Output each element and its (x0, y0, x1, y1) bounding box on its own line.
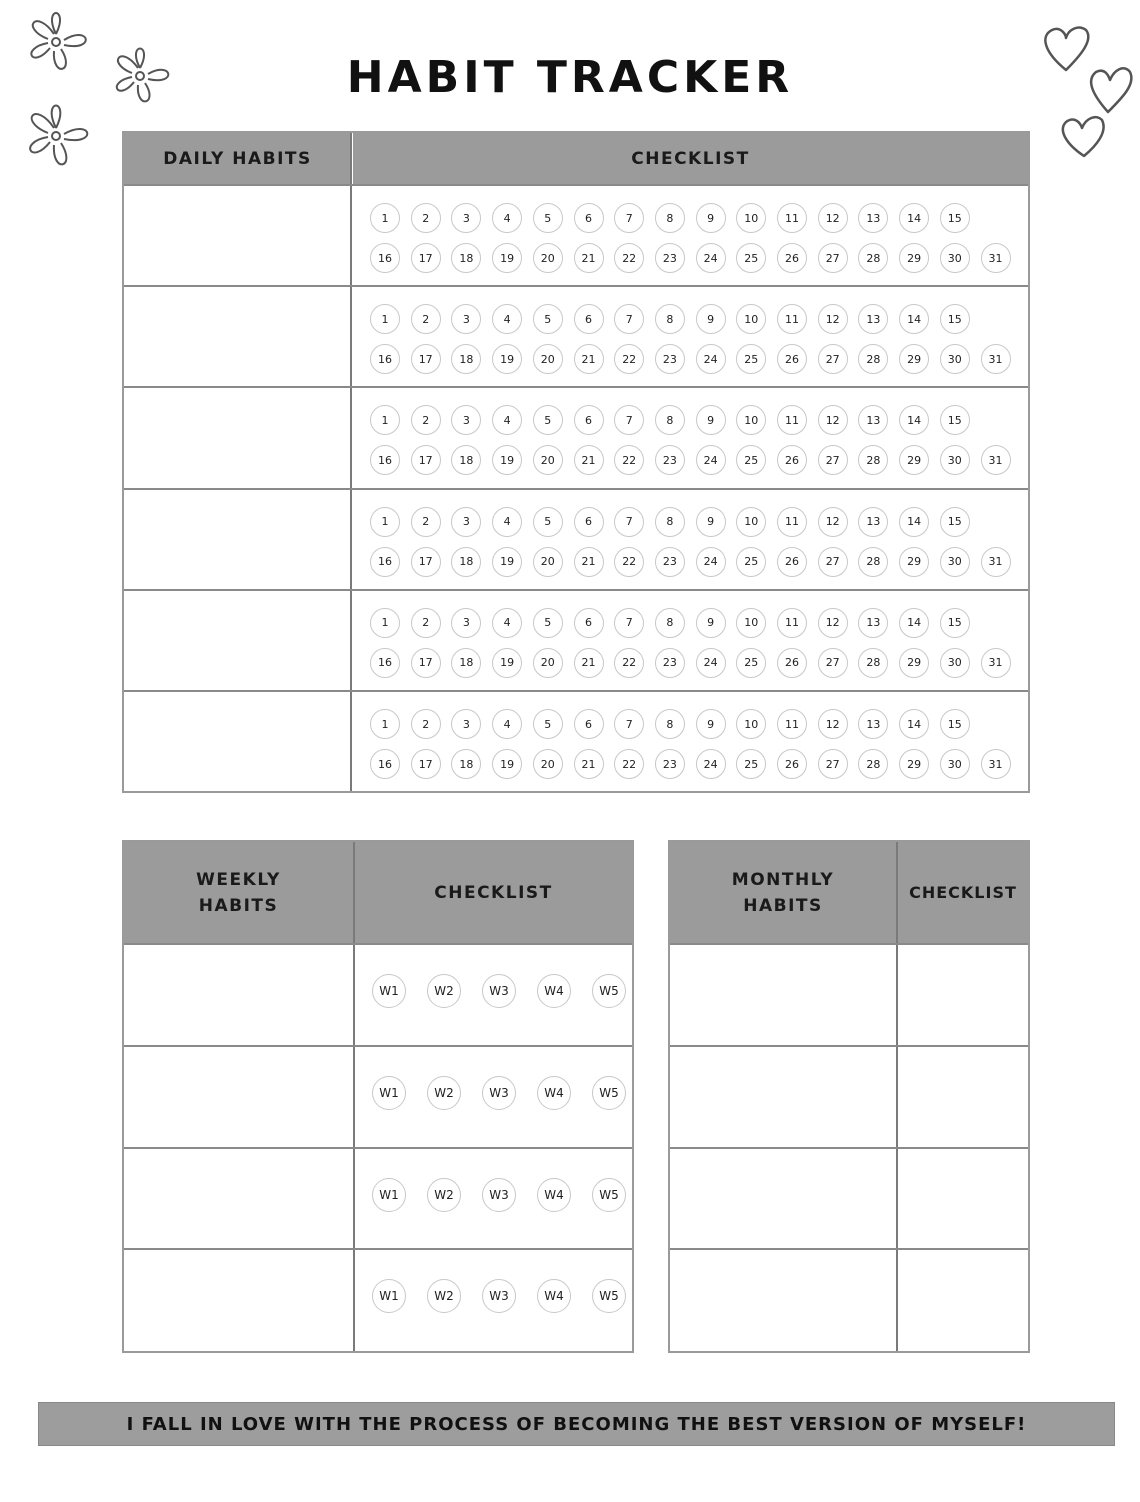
daily-habit-name-cell[interactable] (124, 286, 350, 385)
day-checkbox[interactable]: 27 (818, 648, 848, 678)
day-checkbox[interactable]: 11 (777, 304, 807, 334)
daily-habits-table (122, 131, 1030, 793)
day-checkbox[interactable]: 26 (777, 648, 807, 678)
day-checkbox[interactable]: 14 (899, 203, 929, 233)
day-checkbox[interactable]: 4 (492, 507, 522, 537)
day-checkbox[interactable]: 30 (940, 749, 970, 779)
day-checkbox[interactable]: 21 (574, 648, 604, 678)
day-checkbox[interactable]: 11 (777, 608, 807, 638)
day-checkbox[interactable]: 17 (411, 344, 441, 374)
weekly-habit-name-cell[interactable] (124, 944, 352, 1044)
day-checkbox[interactable]: 3 (451, 709, 481, 739)
day-checkbox[interactable]: 21 (574, 547, 604, 577)
day-checkbox[interactable]: 28 (858, 648, 888, 678)
day-checkbox[interactable]: 19 (492, 445, 522, 475)
day-checkbox[interactable]: 4 (492, 608, 522, 638)
day-checkbox[interactable]: 23 (655, 445, 685, 475)
day-checkbox[interactable]: 12 (818, 608, 848, 638)
day-checkbox[interactable]: 26 (777, 749, 807, 779)
week-checkbox[interactable]: W3 (482, 1178, 516, 1212)
day-checkbox[interactable]: 27 (818, 243, 848, 273)
week-checkbox[interactable]: W3 (482, 1076, 516, 1110)
day-checkbox[interactable]: 11 (777, 709, 807, 739)
day-checkbox[interactable]: 19 (492, 344, 522, 374)
day-checkbox[interactable]: 23 (655, 648, 685, 678)
day-checkbox[interactable]: 17 (411, 648, 441, 678)
day-checkbox[interactable]: 15 (940, 304, 970, 334)
day-checkbox[interactable]: 13 (858, 608, 888, 638)
day-checkbox[interactable]: 27 (818, 445, 848, 475)
day-checkbox[interactable]: 3 (451, 608, 481, 638)
monthly-checklist-header: CHECKLIST (898, 842, 1028, 944)
day-checkbox[interactable]: 16 (370, 648, 400, 678)
day-checkbox[interactable]: 11 (777, 507, 807, 537)
day-checkbox[interactable]: 31 (981, 445, 1011, 475)
day-checkbox[interactable]: 18 (451, 648, 481, 678)
day-checkbox[interactable]: 28 (858, 243, 888, 273)
week-checkbox[interactable]: W4 (537, 1178, 571, 1212)
heart-icon (1063, 117, 1104, 156)
day-checkbox[interactable]: 21 (574, 344, 604, 374)
day-checkbox[interactable]: 23 (655, 344, 685, 374)
day-checkbox[interactable]: 30 (940, 648, 970, 678)
monthly-habit-name-cell[interactable] (670, 944, 895, 1044)
day-checkbox[interactable]: 15 (940, 405, 970, 435)
day-checkbox[interactable]: 24 (696, 243, 726, 273)
daily-habit-name-cell[interactable] (124, 387, 350, 486)
day-checkbox[interactable]: 20 (533, 648, 563, 678)
day-checkbox[interactable]: 18 (451, 445, 481, 475)
week-checkbox[interactable]: W5 (592, 1279, 626, 1313)
day-checkbox[interactable]: 15 (940, 709, 970, 739)
day-checkbox[interactable]: 31 (981, 344, 1011, 374)
day-checkbox[interactable]: 18 (451, 344, 481, 374)
day-checkbox[interactable]: 10 (736, 304, 766, 334)
day-checkbox[interactable]: 24 (696, 547, 726, 577)
day-checkbox[interactable]: 5 (533, 608, 563, 638)
day-checkbox[interactable]: 20 (533, 445, 563, 475)
day-checkbox[interactable]: 5 (533, 709, 563, 739)
weekly-column-divider (353, 842, 355, 1351)
day-checkbox[interactable]: 7 (614, 304, 644, 334)
day-checkbox[interactable]: 27 (818, 749, 848, 779)
day-checkbox[interactable]: 5 (533, 304, 563, 334)
day-checkbox[interactable]: 15 (940, 507, 970, 537)
day-checkbox[interactable]: 21 (574, 445, 604, 475)
day-checkbox[interactable]: 29 (899, 243, 929, 273)
day-checkbox[interactable]: 2 (411, 608, 441, 638)
day-checkbox[interactable]: 3 (451, 405, 481, 435)
day-checkbox[interactable]: 7 (614, 507, 644, 537)
day-checkbox[interactable]: 29 (899, 344, 929, 374)
day-checkbox[interactable]: 16 (370, 243, 400, 273)
day-checkbox[interactable]: 14 (899, 709, 929, 739)
day-checkbox[interactable]: 5 (533, 203, 563, 233)
day-checkbox[interactable]: 26 (777, 243, 807, 273)
day-checkbox[interactable]: 4 (492, 304, 522, 334)
day-checkbox[interactable]: 31 (981, 547, 1011, 577)
page-title: HABIT TRACKER (346, 52, 794, 103)
day-checkbox[interactable]: 13 (858, 405, 888, 435)
day-checkbox[interactable]: 21 (574, 749, 604, 779)
day-checkbox[interactable]: 22 (614, 749, 644, 779)
monthly-habit-name-cell[interactable] (670, 1046, 895, 1146)
day-checkbox[interactable]: 12 (818, 304, 848, 334)
day-checkbox[interactable]: 16 (370, 445, 400, 475)
day-checkbox[interactable]: 16 (370, 344, 400, 374)
day-checkbox[interactable]: 1 (370, 608, 400, 638)
day-checkbox[interactable]: 1 (370, 709, 400, 739)
day-checkbox[interactable]: 14 (899, 405, 929, 435)
day-checkbox[interactable]: 22 (614, 445, 644, 475)
day-checkbox[interactable]: 10 (736, 203, 766, 233)
monthly-habits-header: MONTHLY HABITS (670, 842, 896, 944)
day-checkbox[interactable]: 26 (777, 445, 807, 475)
day-checkbox[interactable]: 8 (655, 304, 685, 334)
day-checkbox[interactable]: 4 (492, 405, 522, 435)
day-checkbox[interactable]: 20 (533, 749, 563, 779)
day-checkbox[interactable]: 10 (736, 507, 766, 537)
day-checkbox[interactable]: 23 (655, 749, 685, 779)
day-checkbox[interactable]: 21 (574, 243, 604, 273)
daily-habit-name-cell[interactable] (124, 489, 350, 588)
day-checkbox[interactable]: 12 (818, 203, 848, 233)
day-checkbox[interactable]: 4 (492, 203, 522, 233)
day-checkbox[interactable]: 25 (736, 344, 766, 374)
day-checkbox[interactable]: 25 (736, 749, 766, 779)
day-checkbox[interactable]: 8 (655, 203, 685, 233)
day-checkbox[interactable]: 23 (655, 243, 685, 273)
weekly-habit-name-cell[interactable] (124, 1249, 352, 1349)
monthly-habit-name-cell[interactable] (670, 1249, 895, 1349)
day-checkbox[interactable]: 13 (858, 203, 888, 233)
week-checkbox[interactable]: W5 (592, 1076, 626, 1110)
day-checkbox[interactable]: 20 (533, 547, 563, 577)
day-checkbox[interactable]: 22 (614, 344, 644, 374)
day-checkbox[interactable]: 25 (736, 243, 766, 273)
monthly-checklist-cell[interactable] (898, 1046, 1028, 1146)
day-checkbox[interactable]: 8 (655, 608, 685, 638)
day-checkbox[interactable]: 22 (614, 243, 644, 273)
day-checkbox[interactable]: 19 (492, 243, 522, 273)
daily-habit-name-cell[interactable] (124, 691, 350, 790)
day-checkbox[interactable]: 25 (736, 648, 766, 678)
day-checkbox[interactable]: 5 (533, 507, 563, 537)
day-checkbox[interactable]: 29 (899, 547, 929, 577)
day-checkbox[interactable]: 24 (696, 445, 726, 475)
weekly-habit-name-cell[interactable] (124, 1148, 352, 1248)
day-checkbox[interactable]: 12 (818, 507, 848, 537)
week-checkbox[interactable]: W4 (537, 974, 571, 1008)
week-checkbox[interactable]: W2 (427, 1178, 461, 1212)
day-checkbox[interactable]: 30 (940, 547, 970, 577)
day-checkbox[interactable]: 13 (858, 709, 888, 739)
day-checkbox[interactable]: 19 (492, 648, 522, 678)
day-checkbox[interactable]: 14 (899, 304, 929, 334)
daily-habits-header: DAILY HABITS (124, 133, 351, 185)
day-checkbox[interactable]: 24 (696, 648, 726, 678)
day-checkbox[interactable]: 6 (574, 405, 604, 435)
day-checkbox[interactable]: 29 (899, 445, 929, 475)
day-checkbox[interactable]: 1 (370, 405, 400, 435)
day-checkbox[interactable]: 28 (858, 749, 888, 779)
day-checkbox[interactable]: 25 (736, 445, 766, 475)
day-checkbox[interactable]: 28 (858, 344, 888, 374)
daily-habit-name-cell[interactable] (124, 185, 350, 284)
weekly-checklist-header: CHECKLIST (355, 842, 632, 944)
day-checkbox[interactable]: 18 (451, 749, 481, 779)
week-checkbox[interactable]: W1 (372, 1178, 406, 1212)
motivational-banner: I FALL IN LOVE WITH THE PROCESS OF BECOMING THE BEST VERSION OF MYSELF! (38, 1402, 1115, 1446)
day-checkbox[interactable]: 3 (451, 507, 481, 537)
day-checkbox[interactable]: 1 (370, 203, 400, 233)
day-checkbox[interactable]: 5 (533, 405, 563, 435)
day-checkbox[interactable]: 8 (655, 405, 685, 435)
day-checkbox[interactable]: 16 (370, 547, 400, 577)
day-checkbox[interactable]: 14 (899, 608, 929, 638)
day-checkbox[interactable]: 12 (818, 405, 848, 435)
day-checkbox[interactable]: 6 (574, 709, 604, 739)
monthly-checklist-cell[interactable] (898, 1148, 1028, 1248)
day-checkbox[interactable]: 31 (981, 243, 1011, 273)
day-checkbox[interactable]: 17 (411, 243, 441, 273)
day-checkbox[interactable]: 9 (696, 709, 726, 739)
day-checkbox[interactable]: 9 (696, 608, 726, 638)
day-checkbox[interactable]: 2 (411, 203, 441, 233)
day-checkbox[interactable]: 3 (451, 203, 481, 233)
day-checkbox[interactable]: 9 (696, 507, 726, 537)
day-checkbox[interactable]: 6 (574, 304, 604, 334)
day-checkbox[interactable]: 2 (411, 507, 441, 537)
day-checkbox[interactable]: 23 (655, 547, 685, 577)
week-checkbox[interactable]: W2 (427, 1076, 461, 1110)
day-checkbox[interactable]: 17 (411, 445, 441, 475)
day-checkbox[interactable]: 3 (451, 304, 481, 334)
day-checkbox[interactable]: 29 (899, 648, 929, 678)
flower-icon (30, 106, 87, 165)
day-checkbox[interactable]: 8 (655, 507, 685, 537)
day-checkbox[interactable]: 29 (899, 749, 929, 779)
week-checkbox[interactable]: W1 (372, 1279, 406, 1313)
day-checkbox[interactable]: 2 (411, 405, 441, 435)
daily-checklist-header: CHECKLIST (353, 133, 1028, 185)
day-checkbox[interactable]: 6 (574, 203, 604, 233)
day-checkbox[interactable]: 1 (370, 304, 400, 334)
day-checkbox[interactable]: 14 (899, 507, 929, 537)
day-checkbox[interactable]: 9 (696, 203, 726, 233)
week-checkbox[interactable]: W2 (427, 1279, 461, 1313)
day-checkbox[interactable]: 1 (370, 507, 400, 537)
day-checkbox[interactable]: 30 (940, 344, 970, 374)
week-checkbox[interactable]: W5 (592, 974, 626, 1008)
day-checkbox[interactable]: 30 (940, 445, 970, 475)
day-checkbox[interactable]: 7 (614, 203, 644, 233)
monthly-habit-name-cell[interactable] (670, 1148, 895, 1248)
day-checkbox[interactable]: 20 (533, 243, 563, 273)
day-checkbox[interactable]: 31 (981, 648, 1011, 678)
day-checkbox[interactable]: 26 (777, 547, 807, 577)
day-checkbox[interactable]: 7 (614, 709, 644, 739)
weekly-habit-name-cell[interactable] (124, 1046, 352, 1146)
daily-habit-name-cell[interactable] (124, 590, 350, 689)
day-checkbox[interactable]: 11 (777, 405, 807, 435)
day-checkbox[interactable]: 6 (574, 507, 604, 537)
week-checkbox[interactable]: W3 (482, 974, 516, 1008)
week-checkbox[interactable]: W4 (537, 1279, 571, 1313)
day-checkbox[interactable]: 8 (655, 709, 685, 739)
day-checkbox[interactable]: 11 (777, 203, 807, 233)
day-checkbox[interactable]: 10 (736, 608, 766, 638)
day-checkbox[interactable]: 12 (818, 709, 848, 739)
weekly-habits-table (122, 840, 634, 1353)
day-checkbox[interactable]: 7 (614, 405, 644, 435)
day-checkbox[interactable]: 16 (370, 749, 400, 779)
day-checkbox[interactable]: 18 (451, 547, 481, 577)
day-checkbox[interactable]: 18 (451, 243, 481, 273)
day-checkbox[interactable]: 25 (736, 547, 766, 577)
day-checkbox[interactable]: 10 (736, 405, 766, 435)
day-checkbox[interactable]: 19 (492, 749, 522, 779)
day-checkbox[interactable]: 26 (777, 344, 807, 374)
day-checkbox[interactable]: 22 (614, 547, 644, 577)
day-checkbox[interactable]: 17 (411, 547, 441, 577)
day-checkbox[interactable]: 27 (818, 344, 848, 374)
day-checkbox[interactable]: 17 (411, 749, 441, 779)
day-checkbox[interactable]: 15 (940, 608, 970, 638)
week-checkbox[interactable]: W2 (427, 974, 461, 1008)
monthly-checklist-cell[interactable] (898, 944, 1028, 1044)
day-checkbox[interactable]: 31 (981, 749, 1011, 779)
day-checkbox[interactable]: 9 (696, 405, 726, 435)
day-checkbox[interactable]: 6 (574, 608, 604, 638)
day-checkbox[interactable]: 24 (696, 749, 726, 779)
daily-column-divider (350, 133, 352, 791)
day-checkbox[interactable]: 28 (858, 547, 888, 577)
day-checkbox[interactable]: 22 (614, 648, 644, 678)
day-checkbox[interactable]: 9 (696, 304, 726, 334)
day-checkbox[interactable]: 2 (411, 304, 441, 334)
week-checkbox[interactable]: W5 (592, 1178, 626, 1212)
day-checkbox[interactable]: 7 (614, 608, 644, 638)
day-checkbox[interactable]: 28 (858, 445, 888, 475)
day-checkbox[interactable]: 4 (492, 709, 522, 739)
week-checkbox[interactable]: W3 (482, 1279, 516, 1313)
week-checkbox[interactable]: W1 (372, 1076, 406, 1110)
weekly-habits-header: WEEKLY HABITS (124, 842, 353, 944)
week-checkbox[interactable]: W1 (372, 974, 406, 1008)
day-checkbox[interactable]: 10 (736, 709, 766, 739)
day-checkbox[interactable]: 13 (858, 507, 888, 537)
day-checkbox[interactable]: 2 (411, 709, 441, 739)
day-checkbox[interactable]: 30 (940, 243, 970, 273)
monthly-habits-table (668, 840, 1030, 1353)
day-checkbox[interactable]: 20 (533, 344, 563, 374)
day-checkbox[interactable]: 13 (858, 304, 888, 334)
monthly-checklist-cell[interactable] (898, 1249, 1028, 1349)
week-checkbox[interactable]: W4 (537, 1076, 571, 1110)
day-checkbox[interactable]: 19 (492, 547, 522, 577)
day-checkbox[interactable]: 24 (696, 344, 726, 374)
day-checkbox[interactable]: 27 (818, 547, 848, 577)
day-checkbox[interactable]: 15 (940, 203, 970, 233)
